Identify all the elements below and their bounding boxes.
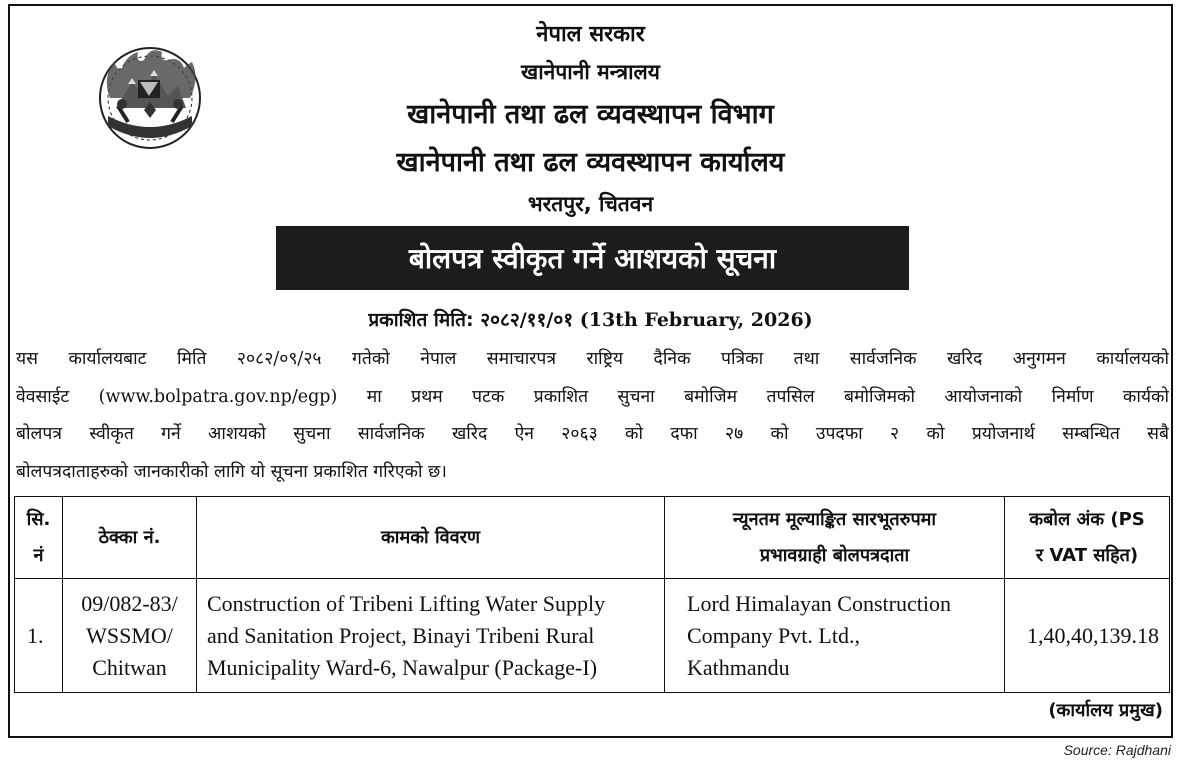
header-bidder: न्यूनतम मूल्याङ्कित सारभूतरुपमा प्रभावग्राही बोलपत्रदाता xyxy=(665,497,1005,579)
notice-body-line: यस कार्यालयबाट मिति २०८२/०९/२५ गतेको नेपाल समाचारपत्र राष्ट्रिय दैनिक पत्रिका तथा सार्वजनिक खरिद अनुगमन कार्यालयको xyxy=(16,349,1169,369)
cell-description: Construction of Tribeni Lifting Water Supply and Sanitation Project, Binayi Tribeni Rural Municipality Ward-6, Nawalpur (Package-I) xyxy=(197,579,665,693)
header-contract-no: ठेक्का नं. xyxy=(63,497,197,579)
publication-date xyxy=(10,306,1171,332)
signoff: (कार्यालय प्रमुख) xyxy=(1048,700,1163,721)
table-row xyxy=(15,579,1170,693)
header-serial: सि. नं xyxy=(15,497,63,579)
header-description: कामको विवरण xyxy=(197,497,665,579)
notice-body xyxy=(16,341,1169,491)
notice-body-line: बोलपत्र स्वीकृत गर्ने आशयको सुचना सार्वजनिक खरिद ऐन २०६३ को दफा २७ को उपदफा २ को प्रयोजनार्थ सम्बन्धित सबै xyxy=(16,424,1169,444)
header-amount: कबोल अंक (PS र VAT सहित) xyxy=(1005,497,1170,579)
cell-amount: 1,40,40,139.18 xyxy=(1005,579,1170,693)
notice-body-line: वेवसाईट (www.bolpatra.gov.np/egp) मा प्रथम पटक प्रकाशित सुचना बमोजिम तपसिल बमोजिमको आयोजनाको निर्माण कार्यको xyxy=(16,386,1169,407)
publication-date-ad: (13th February, 2026) xyxy=(579,309,813,331)
ministry-name: खानेपानी मन्त्रालय xyxy=(521,60,660,84)
government-name: नेपाल सरकार xyxy=(536,22,645,47)
department-name: खानेपानी तथा ढल व्यवस्थापन विभाग xyxy=(407,99,774,130)
notice-title xyxy=(276,226,909,290)
cell-bidder: Lord Himalayan Construction Company Pvt. Ltd., Kathmandu xyxy=(665,579,1005,693)
publication-date-label: प्रकाशित मिति: xyxy=(368,309,474,331)
cell-contract-no: 09/082-83/ WSSMO/ Chitwan xyxy=(63,579,197,693)
cell-serial: 1. xyxy=(15,579,63,693)
award-table xyxy=(14,496,1170,693)
notice-frame xyxy=(8,4,1173,738)
office-name: खानेपानी तथा ढल व्यवस्थापन कार्यालय xyxy=(396,147,785,178)
notice-title-text: बोलपत्र स्वीकृत गर्ने आशयको सूचना xyxy=(408,242,777,275)
publication-date-bs: २०८२/११/०१ xyxy=(480,309,574,331)
notice-body-line: बोलपत्रदाताहरुको जानकारीको लागि यो सूचना प्रकाशित गरिएको छ। xyxy=(16,461,447,482)
office-location: भरतपुर, चितवन xyxy=(527,192,654,216)
table-header-row xyxy=(15,497,1170,579)
source-credit: Source: Rajdhani xyxy=(1063,742,1171,758)
